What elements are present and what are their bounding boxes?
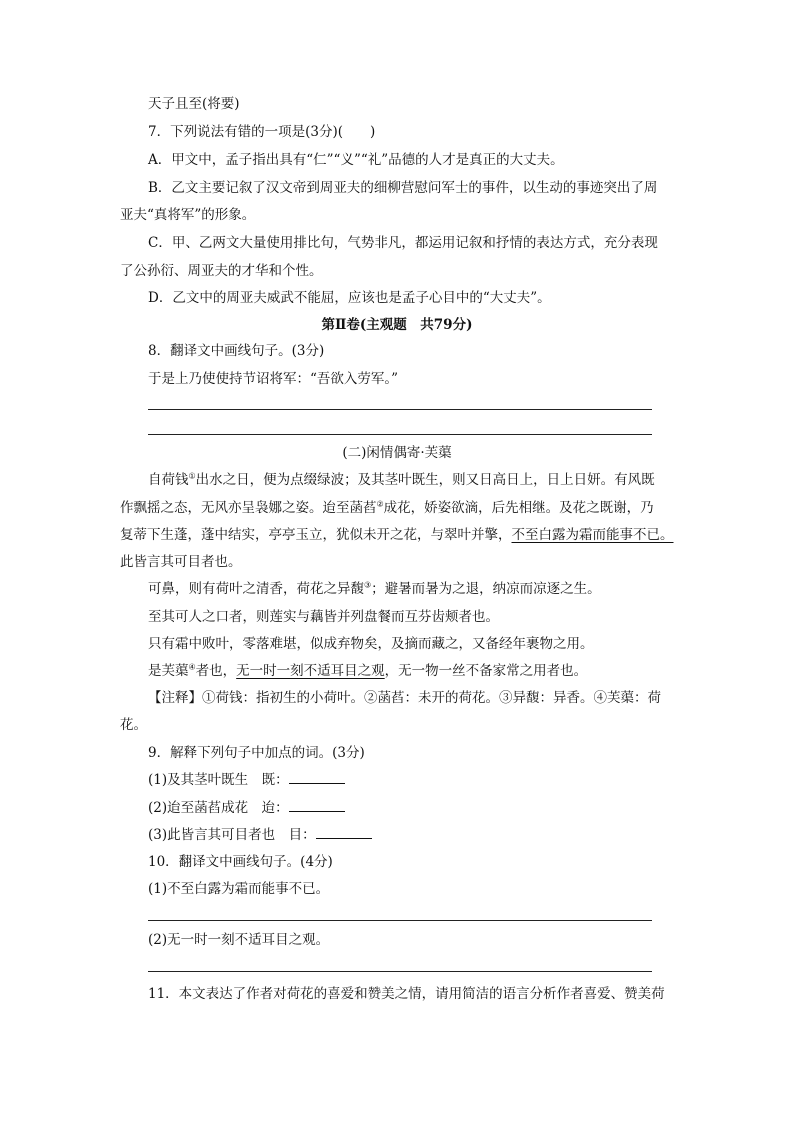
passage-line: 至其可人之口者，则莲实与藕皆并列盘餐而互芬齿颊者也。: [148, 609, 499, 625]
question-9-item: (2)迨至菡萏成花 迨：: [148, 799, 345, 817]
passage-line: 是芙蕖④者也，无一时一刻不适耳目之观，无一物一丝不备家常之用者也。: [148, 662, 588, 679]
annotation: 【注释】①荷钱：指初生的小荷叶。②菡萏：未开的荷花。③异馥：异香。④芙蕖：荷: [148, 690, 661, 706]
question-11: 11．本文表达了作者对荷花的喜爱和赞美之情，请用简洁的语言分析作者喜爱、赞美荷: [148, 986, 665, 1002]
option-c: C．甲、乙两文大量使用排比句，气势非凡，都运用记叙和抒情的表达方式，充分表现: [148, 235, 658, 251]
answer-line: [148, 409, 652, 410]
question-9: 9．解释下列句子中加点的词。(3分): [148, 745, 365, 761]
underlined-sentence: 无一时一刻不适耳目之观: [236, 663, 385, 679]
question-7: 7．下列说法有错的一项是(3分)( ): [148, 124, 376, 140]
question-8-sentence: 于是上乃使使持节诏将军：“吾欲入劳军。”: [148, 371, 399, 387]
fill-blank: [289, 799, 345, 812]
question-9-item: (3)此皆言其可目者也 目：: [148, 826, 372, 844]
answer-line: [148, 434, 652, 435]
question-10-item: (2)无一时一刻不适耳目之观。: [148, 932, 330, 948]
option-b: B．乙文主要记叙了汉文帝到周亚夫的细柳营慰问军士的事件，以生动的事迹突出了周: [148, 180, 658, 196]
annotation-cont: 花。: [120, 717, 147, 733]
fill-blank: [289, 771, 345, 784]
option-c-cont: 了公孙衍、周亚夫的才华和个性。: [120, 263, 323, 279]
question-10-item: (1)不至白露为霜而能事不已。: [148, 881, 330, 897]
option-b-cont: 亚夫“真将军”的形象。: [120, 207, 256, 223]
underlined-sentence: 不至白露为霜而能事不已。: [511, 527, 674, 543]
question-10: 10．翻译文中画线句子。(4分): [148, 854, 333, 870]
fill-blank: [316, 826, 372, 839]
passage-line: 复蒂下生蓬，蓬中结实，亭亭玉立，犹似未开之花，与翠叶并擎，不至白露为霜而能事不已。: [120, 527, 674, 543]
answer-line: [148, 920, 652, 921]
passage-line: 作飘摇之态，无风亦呈袅娜之姿。迨至菡萏②成花，娇姿欲滴，后先相继。及花之既谢，乃: [120, 499, 654, 516]
passage-line: 自荷钱①出水之日，便为点缀绿波；及其茎叶既生，则又日高日上，日上日妍。有风既: [148, 471, 655, 488]
passage-title: (二)闲情偶寄·芙蕖: [342, 445, 452, 461]
passage-line: 只有霜中败叶，零落难堪，似成弃物矣，及摘而藏之，又备经年裹物之用。: [148, 636, 594, 652]
passage-line: 可鼻，则有荷叶之清香，荷花之异馥③；避暑而暑为之退，纳凉而凉逐之生。: [148, 580, 601, 597]
text-line: 天子且至(将要): [148, 96, 240, 112]
question-9-item: (1)及其茎叶既生 既：: [148, 771, 345, 789]
option-a: A．甲文中，孟子指出具有“仁”“义”“礼”品德的人才是真正的大丈夫。: [148, 152, 564, 168]
passage-line: 此皆言其可目者也。: [120, 554, 242, 570]
answer-line: [148, 971, 652, 972]
section-heading: 第Ⅱ卷(主观题 共79分): [321, 317, 473, 333]
question-8: 8．翻译文中画线句子。(3分): [148, 343, 325, 359]
option-d: D．乙文中的周亚夫威武不能屈，应该也是孟子心目中的“大丈夫”。: [148, 290, 551, 306]
